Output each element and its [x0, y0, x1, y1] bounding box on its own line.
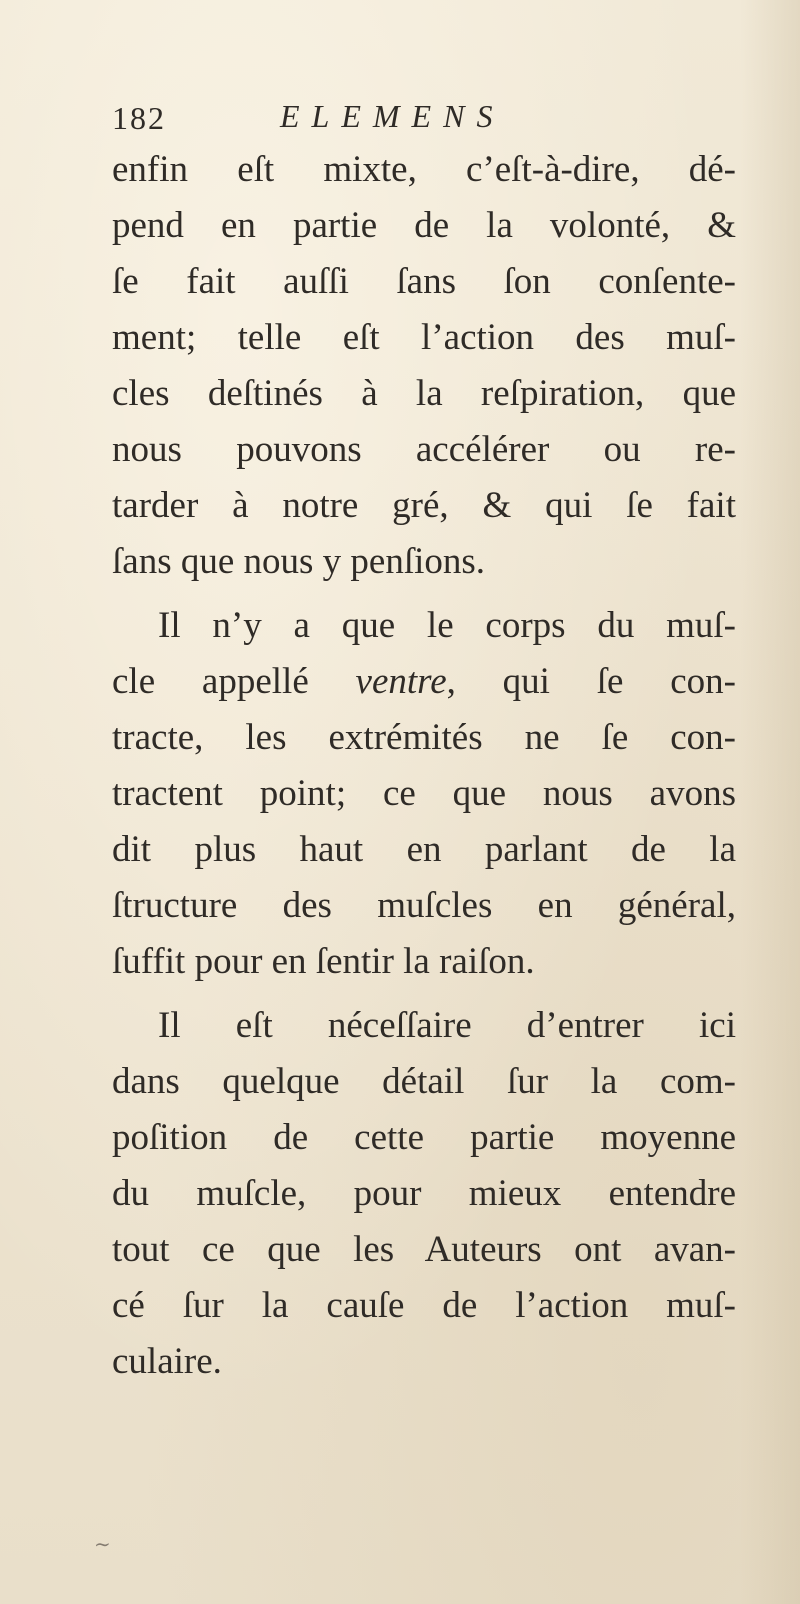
text-line: cé ſur la cauſe de l’action muſ-: [112, 1285, 736, 1326]
text-line: dans quelque détail ſur la com-: [112, 1061, 736, 1102]
text-line: ſtructure des muſcles en général,: [112, 885, 736, 926]
text-line: poſition de cette partie moyenne: [112, 1117, 736, 1158]
paragraph-2: [112, 598, 736, 990]
running-head: [112, 96, 712, 142]
text-span: , qui ſe con-: [446, 661, 736, 702]
text-line: dit plus haut en parlant de la: [112, 829, 736, 870]
text-line: tractent point; ce que nous avons: [112, 773, 736, 814]
text-line: cles deſtinés à la reſpiration, que: [112, 373, 736, 414]
italic-term: ventre: [355, 661, 447, 702]
paragraph-3: [112, 998, 736, 1390]
ink-mark: ∼: [94, 1532, 111, 1556]
text-line: tarder à notre gré, & qui ſe fait: [112, 485, 736, 526]
text-line: nous pouvons accélérer ou re-: [112, 429, 736, 470]
text-line: Il n’y a que le corps du muſ-: [158, 605, 736, 646]
text-line: du muſcle, pour mieux entendre: [112, 1173, 736, 1214]
paragraph-1: [112, 142, 736, 590]
text-line: culaire.: [112, 1341, 222, 1382]
text-line: enfin eſt mixte, c’eſt-à-dire, dé-: [112, 149, 736, 190]
text-line: tracte, les extrémités ne ſe con-: [112, 717, 736, 758]
text-line: ſuffit pour en ſentir la raiſon.: [112, 941, 535, 982]
text-line: pend en partie de la volonté, &: [112, 205, 736, 246]
text-line: ſans que nous y penſions.: [112, 541, 486, 582]
body-text: [112, 142, 736, 1390]
text-line: ment; telle eſt l’action des muſ-: [112, 317, 736, 358]
text-line: Il eſt néceſſaire d’entrer ici: [158, 1005, 736, 1046]
page-number: 182: [112, 100, 166, 136]
text-line: ſe fait auſſi ſans ſon conſente-: [112, 261, 736, 302]
text-line: tout ce que les Auteurs ont avan-: [112, 1229, 736, 1270]
text-span: cle appellé: [112, 661, 356, 702]
running-title: ELEMENS: [280, 98, 505, 134]
text-line: [112, 654, 736, 710]
